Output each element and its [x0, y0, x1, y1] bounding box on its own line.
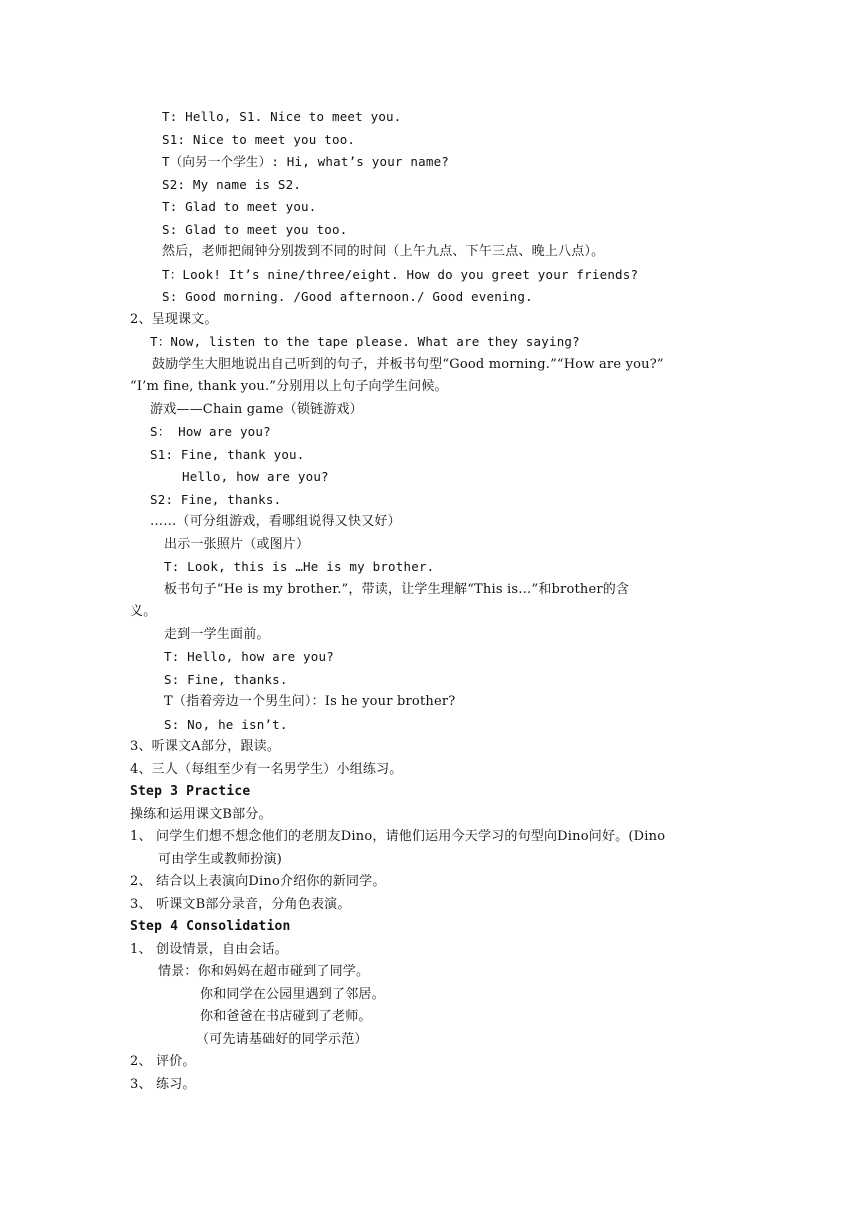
list-item-continuation: 可由学生或教师扮演)	[158, 852, 283, 867]
step-heading: Step 3 Practice	[130, 784, 251, 799]
dialogue-line: T：Look! It’s nine/three/eight. How do you greet your friends?	[162, 267, 639, 282]
list-item: 3、 听课文B部分录音，分角色表演。	[130, 897, 351, 912]
dialogue-line: T: Hello, S1. Nice to meet you.	[162, 109, 402, 124]
instruction-line: “I’m fine, thank you.”分别用以上句子向学生问候。	[130, 379, 448, 394]
dialogue-line: S2: Fine, thanks.	[150, 492, 282, 507]
dialogue-line: S: No, he isn’t.	[164, 717, 288, 732]
list-item: 2、 评价。	[130, 1054, 196, 1069]
section-heading: 3、听课文A部分，跟读。	[130, 739, 281, 754]
dialogue-line: T: Glad to meet you.	[162, 199, 317, 214]
dialogue-line: S: Fine, thanks.	[164, 672, 288, 687]
dialogue-line: T（指着旁边一个男生问）：Is he your brother?	[164, 694, 456, 709]
instruction-line: 板书句子“He is my brother.”，带读，让学生理解“This is…”和brother的含	[164, 582, 630, 597]
section-heading: 4、三人（每组至少有一名男学生）小组练习。	[130, 762, 403, 777]
dialogue-line: Hello, how are you?	[182, 469, 329, 484]
section-heading: 2、呈现课文。	[130, 312, 218, 327]
instruction-line: 然后，老师把闹钟分别拨到不同的时间（上午九点、下午三点、晚上八点）。	[162, 244, 605, 259]
scenario-note: （可先请基础好的同学示范）	[196, 1032, 368, 1047]
step-heading: Step 4 Consolidation	[130, 919, 291, 934]
instruction-line: 鼓励学生大胆地说出自己听到的句子，并板书句型“Good morning.”“How are you?”	[152, 357, 664, 372]
instruction-line: 走到一学生面前。	[164, 627, 270, 642]
scenario-line: 情景：你和妈妈在超市碰到了同学。	[158, 964, 370, 979]
game-title: 游戏——Chain game（锁链游戏）	[150, 402, 363, 417]
dialogue-line: T: Look, this is …He is my brother.	[164, 559, 435, 574]
list-item: 1、 创设情景，自由会话。	[130, 942, 289, 957]
list-item: 1、 问学生们想不想念他们的老朋友Dino，请他们运用今天学习的句型向Dino问好。(Dino	[130, 829, 666, 844]
list-item: 3、 练习。	[130, 1077, 196, 1092]
dialogue-line: S： How are you?	[150, 424, 271, 439]
scenario-line: 你和爸爸在书店碰到了老师。	[200, 1009, 372, 1024]
dialogue-line: S: Glad to meet you too.	[162, 222, 348, 237]
dialogue-line: S1: Fine, thank you.	[150, 447, 305, 462]
dialogue-line: T：Now, listen to the tape please. What are they saying?	[150, 334, 580, 349]
dialogue-line: S2: My name is S2.	[162, 177, 302, 192]
dialogue-line: S: Good morning. /Good afternoon./ Good evening.	[162, 289, 533, 304]
dialogue-line: T: Hello, how are you?	[164, 649, 334, 664]
instruction-line: 义。	[130, 604, 157, 619]
list-item: 2、 结合以上表演向Dino介绍你的新同学。	[130, 874, 386, 889]
scenario-line: 你和同学在公园里遇到了邻居。	[200, 987, 385, 1002]
dialogue-line: S1: Nice to meet you too.	[162, 132, 356, 147]
instruction-line: 操练和运用课文B部分。	[130, 807, 272, 822]
instruction-line: ……（可分组游戏，看哪组说得又快又好）	[150, 514, 401, 529]
instruction-line: 出示一张照片（或图片）	[164, 537, 310, 552]
dialogue-line: T（向另一个学生）: Hi, what’s your name?	[162, 154, 450, 169]
